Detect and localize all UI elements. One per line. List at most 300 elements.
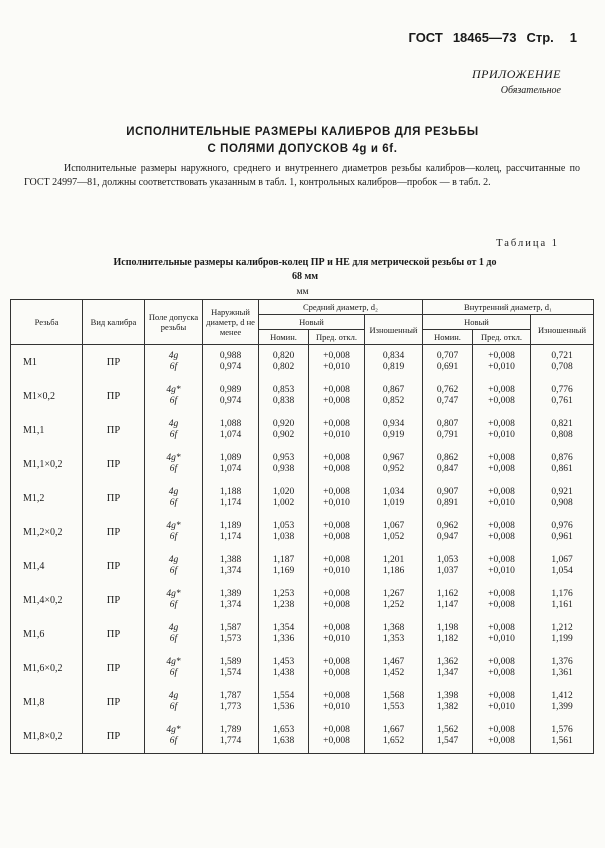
cell-minor-nominal-value: 0,862 xyxy=(436,453,459,463)
header-minor-new: Новый xyxy=(423,315,531,330)
cell-outer-diameter-value: 1,789 xyxy=(219,725,242,735)
cell-pitch-nominal-value: 1,053 xyxy=(272,521,295,531)
header-pitch-diameter: Средний диаметр, d₂ xyxy=(259,300,423,315)
cell-minor-worn-value: 0,808 xyxy=(551,430,573,440)
cell-pitch-deviation xyxy=(309,447,365,481)
cell-minor-deviation-value: +0,008 xyxy=(488,532,515,542)
cell-minor-worn-value: 1,561 xyxy=(551,736,573,746)
cell-minor-worn-value: 0,761 xyxy=(551,396,573,406)
header-pitch-nominal: Номин. xyxy=(259,330,309,345)
cell-tolerance-value: 6f xyxy=(169,634,178,644)
cell-pitch-deviation xyxy=(309,617,365,651)
cell-tolerance-value: 6f xyxy=(169,498,178,508)
cell-tolerance xyxy=(145,549,203,583)
cell-minor-nominal xyxy=(423,685,473,719)
header-pitch-deviation: Пред. откл. xyxy=(309,330,365,345)
cell-outer-diameter xyxy=(203,515,259,549)
cell-outer-diameter-value: 1,389 xyxy=(219,589,242,599)
cell-minor-nominal xyxy=(423,719,473,754)
cell-minor-nominal-value: 0,807 xyxy=(436,419,459,429)
cell-outer-diameter-value: 0,988 xyxy=(219,351,242,361)
table-row xyxy=(11,481,594,515)
cell-pitch-worn-value: 0,852 xyxy=(382,396,405,406)
cell-tolerance-value: 6f xyxy=(169,566,178,576)
cell-outer-diameter xyxy=(203,617,259,651)
cell-pitch-worn xyxy=(365,549,423,583)
cell-tolerance xyxy=(145,617,203,651)
cell-pitch-nominal xyxy=(259,345,309,380)
cell-minor-worn xyxy=(531,447,594,481)
cell-minor-deviation-value: +0,008 xyxy=(488,736,515,746)
header-outer-diameter: Наружный диаметр, d не менее xyxy=(203,300,259,345)
cell-minor-nominal-value: 0,891 xyxy=(436,498,459,508)
cell-minor-deviation-value: +0,008 xyxy=(488,453,515,463)
cell-outer-diameter xyxy=(203,447,259,481)
cell-pitch-deviation-value: +0,008 xyxy=(323,532,350,542)
cell-pitch-worn xyxy=(365,583,423,617)
cell-gauge-type: ПР xyxy=(83,413,145,447)
cell-tolerance xyxy=(145,685,203,719)
cell-tolerance-value: 6f xyxy=(169,668,178,678)
cell-pitch-worn-value: 1,467 xyxy=(382,657,405,667)
cell-tolerance xyxy=(145,719,203,754)
table-row xyxy=(11,413,594,447)
document-title-line1: ИСПОЛНИТЕЛЬНЫЕ РАЗМЕРЫ КАЛИБРОВ ДЛЯ РЕЗЬБЫ xyxy=(126,126,479,138)
cell-thread: M1,4 xyxy=(11,549,83,583)
table-row xyxy=(11,651,594,685)
cell-pitch-nominal-value: 1,554 xyxy=(272,691,295,701)
cell-minor-deviation-value: +0,008 xyxy=(488,725,515,735)
header-pitch-new: Новый xyxy=(259,315,365,330)
cell-pitch-deviation-value: +0,008 xyxy=(323,464,350,474)
cell-minor-worn xyxy=(531,481,594,515)
cell-minor-nominal-value: 1,053 xyxy=(436,555,459,565)
cell-tolerance-value: 4g* xyxy=(166,725,181,735)
cell-tolerance xyxy=(145,481,203,515)
cell-gauge-type: ПР xyxy=(83,379,145,413)
cell-pitch-deviation-value: +0,008 xyxy=(323,668,350,678)
cell-minor-deviation-value: +0,008 xyxy=(488,657,515,667)
cell-pitch-deviation xyxy=(309,685,365,719)
cell-minor-deviation xyxy=(473,447,531,481)
cell-pitch-worn xyxy=(365,719,423,754)
cell-minor-deviation-value: +0,008 xyxy=(488,589,515,599)
cell-pitch-worn-value: 0,834 xyxy=(382,351,405,361)
cell-tolerance xyxy=(145,583,203,617)
cell-outer-diameter-value: 1,773 xyxy=(219,702,242,712)
cell-minor-nominal-value: 1,198 xyxy=(436,623,459,633)
cell-pitch-deviation-value: +0,008 xyxy=(323,351,350,361)
cell-tolerance-value: 6f xyxy=(169,430,178,440)
cell-tolerance-value: 4g xyxy=(168,623,179,633)
cell-minor-nominal-value: 1,547 xyxy=(436,736,459,746)
header-minor-diameter: Внутренний диаметр, d₁ xyxy=(423,300,594,315)
header-tolerance-field: Поле допуска резьбы xyxy=(145,300,203,345)
cell-outer-diameter xyxy=(203,549,259,583)
cell-pitch-nominal-value: 0,920 xyxy=(272,419,295,429)
cell-pitch-deviation-value: +0,008 xyxy=(323,589,350,599)
cell-minor-worn-value: 1,361 xyxy=(551,668,573,678)
table-row xyxy=(11,515,594,549)
appendix-note: Обязательное xyxy=(500,85,561,96)
cell-outer-diameter-value: 1,589 xyxy=(219,657,242,667)
cell-minor-deviation xyxy=(473,345,531,380)
cell-tolerance-value: 6f xyxy=(169,464,178,474)
table-row xyxy=(11,583,594,617)
cell-pitch-deviation xyxy=(309,583,365,617)
cell-pitch-worn-value: 1,067 xyxy=(382,521,405,531)
cell-minor-deviation-value: +0,008 xyxy=(488,464,515,474)
gauge-dimensions-table xyxy=(10,299,594,754)
cell-minor-nominal-value: 0,847 xyxy=(436,464,459,474)
cell-pitch-nominal-value: 0,902 xyxy=(272,430,295,440)
cell-minor-worn xyxy=(531,515,594,549)
table-row xyxy=(11,345,594,380)
cell-gauge-type: ПР xyxy=(83,617,145,651)
cell-gauge-type: ПР xyxy=(83,719,145,754)
cell-pitch-worn-value: 0,934 xyxy=(382,419,405,429)
cell-minor-worn-value: 0,721 xyxy=(551,351,573,361)
cell-pitch-worn-value: 1,368 xyxy=(382,623,405,633)
cell-pitch-deviation-value: +0,008 xyxy=(323,487,350,497)
cell-minor-nominal xyxy=(423,481,473,515)
cell-minor-worn-value: 0,821 xyxy=(551,419,573,429)
cell-minor-deviation-value: +0,008 xyxy=(488,351,515,361)
cell-pitch-nominal-value: 1,002 xyxy=(272,498,295,508)
cell-tolerance-value: 4g* xyxy=(166,657,181,667)
cell-minor-deviation-value: +0,010 xyxy=(488,430,515,440)
cell-gauge-type: ПР xyxy=(83,583,145,617)
cell-tolerance-value: 6f xyxy=(169,736,178,746)
cell-minor-deviation xyxy=(473,583,531,617)
cell-minor-worn-value: 1,067 xyxy=(551,555,573,565)
cell-pitch-worn-value: 1,201 xyxy=(382,555,405,565)
cell-pitch-deviation-value: +0,008 xyxy=(323,623,350,633)
header-minor-deviation: Пред. откл. xyxy=(473,330,531,345)
cell-pitch-worn xyxy=(365,447,423,481)
cell-minor-deviation xyxy=(473,515,531,549)
cell-minor-worn-value: 1,161 xyxy=(551,600,573,610)
cell-pitch-worn xyxy=(365,617,423,651)
cell-pitch-deviation-value: +0,008 xyxy=(323,521,350,531)
cell-pitch-deviation-value: +0,010 xyxy=(323,702,350,712)
cell-tolerance-value: 6f xyxy=(169,702,178,712)
header-minor-nominal: Номин. xyxy=(423,330,473,345)
cell-outer-diameter-value: 1,573 xyxy=(219,634,242,644)
cell-minor-worn xyxy=(531,651,594,685)
cell-gauge-type: ПР xyxy=(83,549,145,583)
table-row xyxy=(11,685,594,719)
cell-pitch-nominal-value: 1,253 xyxy=(272,589,295,599)
cell-pitch-worn xyxy=(365,481,423,515)
cell-minor-deviation-value: +0,008 xyxy=(488,487,515,497)
cell-pitch-nominal xyxy=(259,413,309,447)
cell-outer-diameter-value: 1,587 xyxy=(219,623,242,633)
cell-minor-nominal-value: 0,907 xyxy=(436,487,459,497)
cell-pitch-nominal-value: 1,653 xyxy=(272,725,295,735)
document-header xyxy=(399,30,578,45)
cell-pitch-deviation-value: +0,008 xyxy=(323,453,350,463)
cell-minor-worn-value: 1,176 xyxy=(551,589,573,599)
cell-pitch-nominal-value: 1,238 xyxy=(272,600,295,610)
cell-minor-nominal xyxy=(423,515,473,549)
cell-minor-nominal-value: 0,762 xyxy=(436,385,459,395)
cell-minor-nominal-value: 1,347 xyxy=(436,668,459,678)
cell-tolerance-value: 4g* xyxy=(166,385,181,395)
cell-pitch-worn-value: 0,967 xyxy=(382,453,405,463)
cell-gauge-type: ПР xyxy=(83,345,145,380)
cell-minor-deviation-value: +0,008 xyxy=(488,691,515,701)
cell-pitch-nominal-value: 1,438 xyxy=(272,668,295,678)
cell-minor-nominal-value: 1,382 xyxy=(436,702,459,712)
cell-minor-nominal-value: 1,162 xyxy=(436,589,459,599)
cell-minor-nominal-value: 1,362 xyxy=(436,657,459,667)
cell-minor-deviation xyxy=(473,481,531,515)
cell-minor-nominal xyxy=(423,447,473,481)
cell-outer-diameter xyxy=(203,583,259,617)
cell-minor-worn xyxy=(531,413,594,447)
cell-pitch-deviation xyxy=(309,413,365,447)
cell-minor-nominal xyxy=(423,549,473,583)
cell-pitch-nominal xyxy=(259,447,309,481)
cell-thread: M1,8×0,2 xyxy=(11,719,83,754)
cell-pitch-worn-value: 0,867 xyxy=(382,385,405,395)
cell-tolerance-value: 4g xyxy=(168,487,179,497)
cell-pitch-worn-value: 0,919 xyxy=(382,430,405,440)
cell-pitch-deviation xyxy=(309,651,365,685)
header-minor-worn: Изношенный xyxy=(531,315,594,345)
cell-minor-worn-value: 1,412 xyxy=(551,691,573,701)
gost-number: 18465—73 xyxy=(452,30,517,45)
cell-pitch-nominal-value: 0,838 xyxy=(272,396,295,406)
cell-minor-worn-value: 1,399 xyxy=(551,702,573,712)
gost-label: ГОСТ xyxy=(408,30,443,45)
cell-tolerance xyxy=(145,345,203,380)
cell-gauge-type: ПР xyxy=(83,651,145,685)
cell-outer-diameter xyxy=(203,413,259,447)
cell-pitch-nominal-value: 1,638 xyxy=(272,736,295,746)
cell-outer-diameter-value: 1,574 xyxy=(219,668,242,678)
cell-pitch-nominal-value: 1,354 xyxy=(272,623,295,633)
cell-pitch-deviation-value: +0,010 xyxy=(323,634,350,644)
cell-minor-deviation xyxy=(473,549,531,583)
cell-pitch-worn-value: 1,652 xyxy=(382,736,405,746)
table-header xyxy=(11,300,594,345)
cell-pitch-worn-value: 0,819 xyxy=(382,362,405,372)
cell-tolerance-value: 4g xyxy=(168,419,179,429)
cell-outer-diameter-value: 1,089 xyxy=(219,453,242,463)
cell-pitch-worn-value: 0,952 xyxy=(382,464,405,474)
cell-gauge-type: ПР xyxy=(83,481,145,515)
cell-pitch-worn-value: 1,568 xyxy=(382,691,405,701)
cell-minor-worn-value: 0,708 xyxy=(551,362,573,372)
cell-pitch-nominal-value: 1,336 xyxy=(272,634,295,644)
cell-pitch-worn xyxy=(365,345,423,380)
cell-tolerance-value: 6f xyxy=(169,532,178,542)
cell-pitch-nominal-value: 0,802 xyxy=(272,362,295,372)
intro-paragraph: Исполнительные размеры наружного, среднего и внутреннего диаметров резьбы калибров—колец, рассчитанные по ГОСТ 24997—81, должны соответствовать указанным в табл. 1, контрольных калибров—пробок — в табл. 2. xyxy=(24,163,580,188)
cell-minor-worn-value: 0,776 xyxy=(551,385,573,395)
cell-minor-deviation xyxy=(473,719,531,754)
cell-pitch-deviation-value: +0,008 xyxy=(323,736,350,746)
cell-minor-nominal-value: 0,947 xyxy=(436,532,459,542)
page-label: Стр. xyxy=(526,30,554,45)
cell-minor-deviation-value: +0,008 xyxy=(488,396,515,406)
cell-pitch-deviation xyxy=(309,345,365,380)
cell-pitch-nominal-value: 0,938 xyxy=(272,464,295,474)
cell-tolerance-value: 4g* xyxy=(166,453,181,463)
cell-thread: M1,2 xyxy=(11,481,83,515)
cell-outer-diameter xyxy=(203,379,259,413)
cell-minor-worn-value: 1,212 xyxy=(551,623,573,633)
cell-minor-deviation xyxy=(473,651,531,685)
cell-pitch-nominal xyxy=(259,651,309,685)
cell-tolerance-value: 4g xyxy=(168,555,179,565)
cell-minor-deviation-value: +0,008 xyxy=(488,555,515,565)
cell-minor-worn xyxy=(531,719,594,754)
table-row xyxy=(11,617,594,651)
cell-pitch-nominal-value: 1,169 xyxy=(272,566,295,576)
cell-pitch-worn xyxy=(365,379,423,413)
cell-minor-worn xyxy=(531,549,594,583)
cell-tolerance xyxy=(145,651,203,685)
cell-minor-nominal-value: 0,791 xyxy=(436,430,459,440)
cell-pitch-worn-value: 1,252 xyxy=(382,600,405,610)
cell-minor-worn-value: 0,961 xyxy=(551,532,573,542)
cell-pitch-worn-value: 1,019 xyxy=(382,498,405,508)
cell-minor-worn xyxy=(531,583,594,617)
cell-outer-diameter-value: 1,189 xyxy=(219,521,242,531)
cell-pitch-nominal-value: 1,453 xyxy=(272,657,295,667)
cell-outer-diameter-value: 1,374 xyxy=(219,566,242,576)
cell-outer-diameter-value: 1,774 xyxy=(219,736,242,746)
appendix-label: ПРИЛОЖЕНИЕ xyxy=(472,67,561,81)
unit-label: мм xyxy=(296,287,309,297)
cell-pitch-nominal-value: 1,020 xyxy=(272,487,295,497)
cell-pitch-nominal xyxy=(259,379,309,413)
cell-minor-deviation xyxy=(473,617,531,651)
cell-outer-diameter xyxy=(203,685,259,719)
cell-pitch-nominal-value: 1,038 xyxy=(272,532,295,542)
cell-minor-nominal-value: 0,747 xyxy=(436,396,459,406)
cell-pitch-deviation-value: +0,010 xyxy=(323,566,350,576)
cell-outer-diameter xyxy=(203,481,259,515)
table-caption: Исполнительные размеры калибров-колец ПР и НЕ для метрической резьбы от 1 до 68 мм xyxy=(113,257,497,282)
cell-minor-deviation-value: +0,008 xyxy=(488,521,515,531)
cell-minor-worn-value: 1,199 xyxy=(551,634,573,644)
cell-pitch-nominal-value: 1,187 xyxy=(272,555,295,565)
cell-pitch-worn-value: 1,186 xyxy=(382,566,405,576)
cell-minor-deviation-value: +0,010 xyxy=(488,702,515,712)
cell-tolerance xyxy=(145,515,203,549)
table-label: Таблица 1 xyxy=(496,238,559,249)
cell-outer-diameter-value: 0,974 xyxy=(219,396,242,406)
cell-minor-nominal xyxy=(423,583,473,617)
cell-pitch-deviation xyxy=(309,481,365,515)
cell-minor-worn-value: 0,908 xyxy=(551,498,573,508)
cell-pitch-worn xyxy=(365,413,423,447)
cell-minor-deviation xyxy=(473,379,531,413)
cell-pitch-deviation xyxy=(309,379,365,413)
cell-gauge-type: ПР xyxy=(83,515,145,549)
cell-pitch-deviation-value: +0,008 xyxy=(323,385,350,395)
cell-outer-diameter-value: 1,174 xyxy=(219,498,242,508)
cell-minor-nominal-value: 1,182 xyxy=(436,634,459,644)
cell-minor-deviation xyxy=(473,413,531,447)
cell-tolerance xyxy=(145,447,203,481)
cell-tolerance xyxy=(145,413,203,447)
cell-pitch-worn-value: 1,267 xyxy=(382,589,405,599)
cell-minor-deviation-value: +0,008 xyxy=(488,419,515,429)
cell-pitch-worn-value: 1,052 xyxy=(382,532,405,542)
cell-minor-worn xyxy=(531,345,594,380)
cell-outer-diameter xyxy=(203,651,259,685)
header-gauge-type: Вид калибра xyxy=(83,300,145,345)
cell-pitch-deviation-value: +0,008 xyxy=(323,396,350,406)
cell-minor-nominal-value: 0,962 xyxy=(436,521,459,531)
cell-minor-worn-value: 1,576 xyxy=(551,725,573,735)
cell-pitch-worn-value: 1,553 xyxy=(382,702,405,712)
cell-outer-diameter-value: 0,974 xyxy=(219,362,242,372)
cell-minor-deviation-value: +0,008 xyxy=(488,623,515,633)
cell-minor-nominal-value: 1,562 xyxy=(436,725,459,735)
cell-pitch-nominal xyxy=(259,719,309,754)
cell-minor-deviation-value: +0,010 xyxy=(488,498,515,508)
table-row xyxy=(11,447,594,481)
cell-pitch-nominal-value: 0,820 xyxy=(272,351,295,361)
cell-pitch-worn-value: 1,353 xyxy=(382,634,405,644)
cell-pitch-worn xyxy=(365,515,423,549)
cell-outer-diameter xyxy=(203,345,259,380)
cell-pitch-deviation-value: +0,010 xyxy=(323,498,350,508)
cell-thread: M1,6 xyxy=(11,617,83,651)
cell-minor-worn-value: 1,054 xyxy=(551,566,573,576)
cell-outer-diameter-value: 1,088 xyxy=(219,419,242,429)
cell-pitch-nominal-value: 0,953 xyxy=(272,453,295,463)
cell-minor-deviation-value: +0,010 xyxy=(488,634,515,644)
cell-outer-diameter-value: 1,174 xyxy=(219,532,242,542)
cell-tolerance-value: 4g* xyxy=(166,589,181,599)
cell-thread: M1,4×0,2 xyxy=(11,583,83,617)
cell-minor-worn-value: 0,861 xyxy=(551,464,573,474)
cell-pitch-deviation xyxy=(309,515,365,549)
cell-pitch-nominal xyxy=(259,685,309,719)
cell-minor-nominal xyxy=(423,413,473,447)
cell-pitch-deviation-value: +0,008 xyxy=(323,600,350,610)
cell-tolerance-value: 6f xyxy=(169,362,178,372)
cell-pitch-deviation xyxy=(309,549,365,583)
page-number: 1 xyxy=(569,30,577,45)
cell-thread: M1,8 xyxy=(11,685,83,719)
cell-minor-nominal-value: 1,147 xyxy=(436,600,459,610)
cell-pitch-deviation-value: +0,008 xyxy=(323,419,350,429)
cell-pitch-worn xyxy=(365,651,423,685)
cell-thread: M1,6×0,2 xyxy=(11,651,83,685)
cell-pitch-deviation-value: +0,010 xyxy=(323,362,350,372)
cell-outer-diameter-value: 1,388 xyxy=(219,555,242,565)
cell-pitch-deviation-value: +0,010 xyxy=(323,430,350,440)
cell-outer-diameter-value: 1,787 xyxy=(219,691,242,701)
cell-tolerance-value: 4g xyxy=(168,691,179,701)
cell-pitch-nominal xyxy=(259,515,309,549)
cell-thread: M1,1 xyxy=(11,413,83,447)
cell-pitch-nominal-value: 1,536 xyxy=(272,702,295,712)
cell-pitch-worn-value: 1,452 xyxy=(382,668,405,678)
header-thread: Резьба xyxy=(11,300,83,345)
cell-tolerance-value: 4g xyxy=(168,351,179,361)
cell-minor-nominal xyxy=(423,617,473,651)
cell-pitch-nominal-value: 0,853 xyxy=(272,385,295,395)
